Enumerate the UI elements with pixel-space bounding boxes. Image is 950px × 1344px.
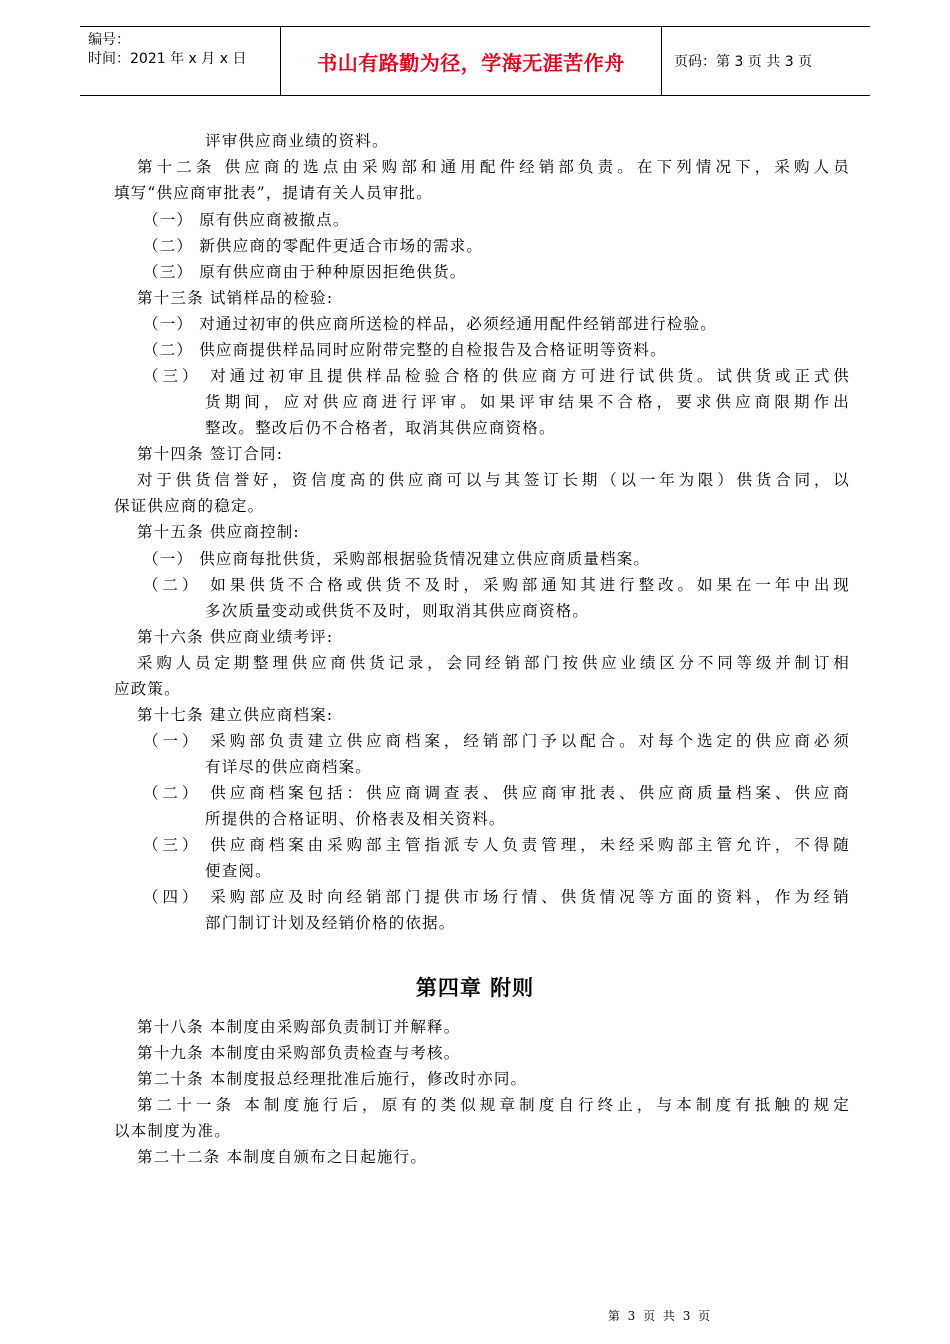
text-line: 第十七条 建立供应商档案: xyxy=(137,706,334,724)
text-line: 第十二条 供应商的选点由采购部和通用配件经销部负责。在下列情况下，采购人员 xyxy=(137,158,850,176)
text-line: 所提供的合格证明、价格表及相关资料。 xyxy=(205,810,506,828)
header-meta xyxy=(80,27,280,95)
text-line: 第十九条 本制度由采购部负责检查与考核。 xyxy=(137,1044,461,1062)
text-line: 第十三条 试销样品的检验: xyxy=(137,289,334,307)
text-line: 部门制订计划及经销价格的依据。 xyxy=(205,914,456,932)
text-line: 货期间，应对供应商进行评审。如果评审结果不合格，要求供应商限期作出 xyxy=(205,393,850,411)
text-line: （四） 采购部应及时向经销部门提供市场行情、供货情况等方面的资料，作为经销 xyxy=(143,888,850,906)
text-line: 填写“供应商审批表”，提请有关人员审批。 xyxy=(114,184,433,202)
text-line: （一） 原有供应商被撤点。 xyxy=(143,211,350,229)
text-line: 第二十条 本制度报总经理批准后施行，修改时亦同。 xyxy=(137,1070,528,1088)
header-motto: 书山有路勤为径，学海无涯苦作舟 xyxy=(280,27,662,95)
text-line: 第二十二条 本制度自颁布之日起施行。 xyxy=(137,1148,428,1166)
text-line: （三） 原有供应商由于种种原因拒绝供货。 xyxy=(143,263,467,281)
text-line: （一） 供应商每批供货，采购部根据验货情况建立供应商质量档案。 xyxy=(143,550,651,568)
text-line: （一） 采购部负责建立供应商档案，经销部门予以配合。对每个选定的供应商必须 xyxy=(143,732,850,750)
text-line: 第十八条 本制度由采购部负责制订并解释。 xyxy=(137,1018,461,1036)
text-line: 第二十一条 本制度施行后，原有的类似规章制度自行终止，与本制度有抵触的规定 xyxy=(137,1096,850,1114)
document-time: 时间：2021 年 x 月 x 日 xyxy=(88,51,247,67)
text-line: （二） 供应商档案包括：供应商调查表、供应商审批表、供应商质量档案、供应商 xyxy=(143,784,850,802)
text-line: （三） 对通过初审且提供样品检验合格的供应商方可进行试供货。试供货或正式供 xyxy=(143,367,850,385)
text-line: 对于供货信誉好，资信度高的供应商可以与其签订长期（以一年为限）供货合同，以 xyxy=(137,471,850,489)
page-header xyxy=(80,26,870,96)
text-line: （二） 新供应商的零配件更适合市场的需求。 xyxy=(143,237,484,255)
page-footer: 第 3 页 共 3 页 xyxy=(607,1309,713,1323)
document-number-label: 编号： xyxy=(88,32,130,48)
text-line: 便查阅。 xyxy=(205,862,272,880)
text-line: 应政策。 xyxy=(114,680,181,698)
text-line: 第十五条 供应商控制: xyxy=(137,523,300,541)
text-line: （二） 供应商提供样品同时应附带完整的自检报告及合格证明等资料。 xyxy=(143,341,667,359)
text-line: 有详尽的供应商档案。 xyxy=(205,758,373,776)
text-line: 保证供应商的稳定。 xyxy=(114,497,265,515)
text-line: 多次质量变动或供货不及时，则取消其供应商资格。 xyxy=(205,602,590,620)
text-line: 采购人员定期整理供应商供货记录，会同经销部门按供应业绩区分不同等级并制订相 xyxy=(137,654,850,672)
text-line: 第十四条 签订合同: xyxy=(137,445,284,463)
chapter-heading: 第四章 附则 xyxy=(415,976,535,1000)
text-line: （三） 供应商档案由采购部主管指派专人负责管理，未经采购部主管允许，不得随 xyxy=(143,836,850,854)
text-line: （一） 对通过初审的供应商所送检的样品，必须经通用配件经销部进行检验。 xyxy=(143,315,717,333)
header-page-info: 页码：第 3 页 共 3 页 xyxy=(674,54,813,70)
text-line: 以本制度为准。 xyxy=(114,1122,231,1140)
text-line: 第十六条 供应商业绩考评: xyxy=(137,628,334,646)
text-line: 评审供应商业绩的资料。 xyxy=(205,132,389,150)
text-line: （二） 如果供货不合格或供货不及时，采购部通知其进行整改。如果在一年中出现 xyxy=(143,576,850,594)
text-line: 整改。整改后仍不合格者，取消其供应商资格。 xyxy=(205,419,556,437)
